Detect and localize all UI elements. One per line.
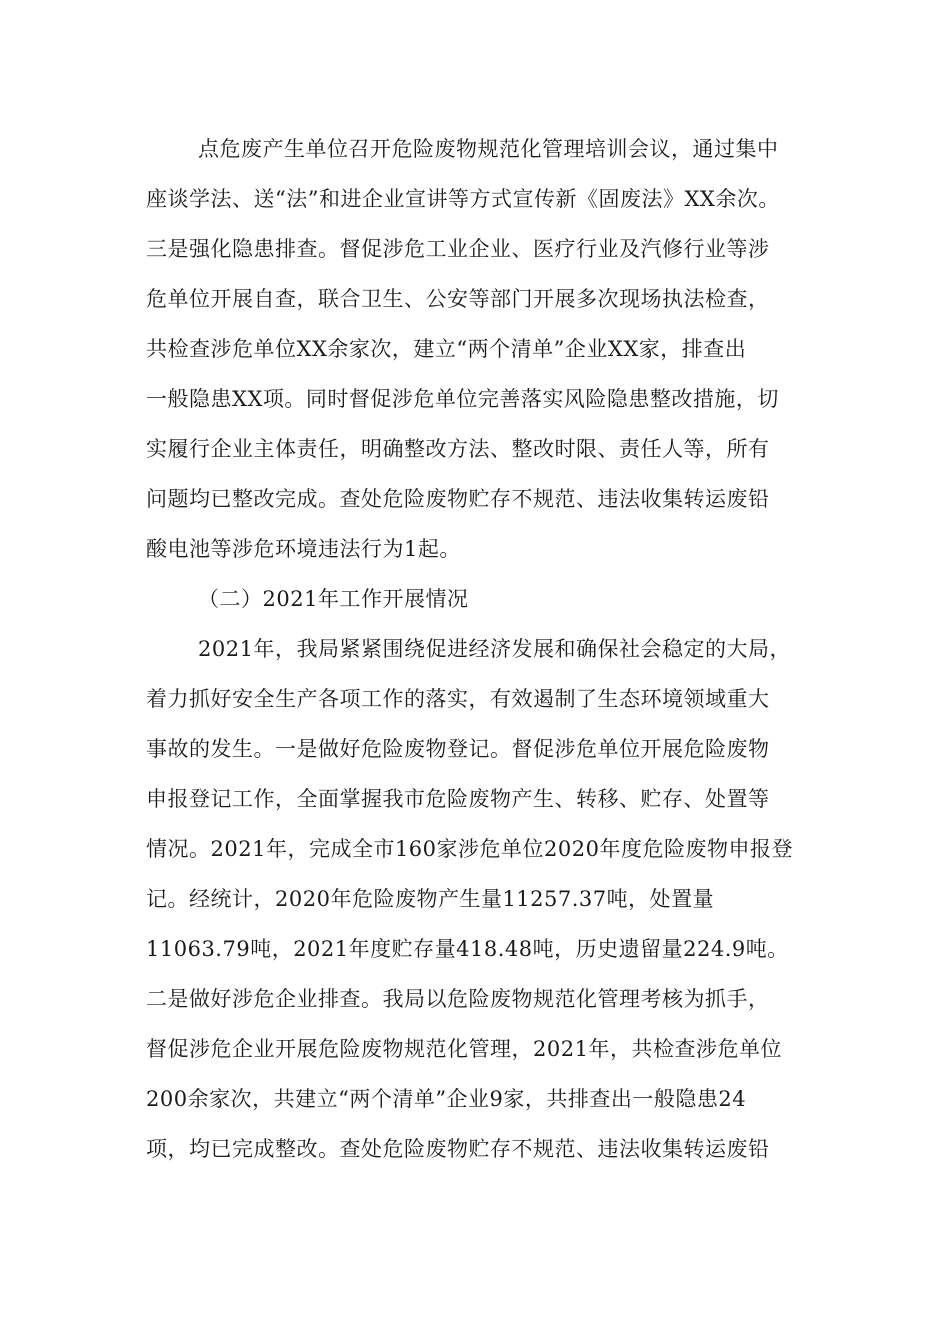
- text-line: 200余家次，共建立“两个清单”企业9家，共排查出一般隐患24: [146, 1087, 747, 1111]
- text-line: 危单位开展自查，联合卫生、公安等部门开展多次现场执法检查，: [146, 287, 770, 311]
- text-line: 情况。2021年，完成全市160家涉危单位2020年度危险废物申报登: [146, 837, 793, 861]
- section-heading: （二）2021年工作开展情况: [198, 587, 469, 611]
- text-line: 申报登记工作，全面掌握我市危险废物产生、转移、贮存、处置等: [146, 787, 770, 811]
- text-line: 问题均已整改完成。查处危险废物贮存不规范、违法收集转运废铅: [146, 487, 770, 511]
- text-line: 座谈学法、送“法”和进企业宣讲等方式宣传新《固废法》XX余次。: [146, 187, 780, 211]
- text-line: 一般隐患XX项。同时督促涉危单位完善落实风险隐患整改措施，切: [146, 387, 779, 411]
- text-line: 记。经统计，2020年危险废物产生量11257.37吨，处置量: [146, 887, 715, 911]
- text-line: 2021年，我局紧紧围绕促进经济发展和确保社会稳定的大局，: [198, 637, 791, 661]
- text-line: 实履行企业主体责任，明确整改方法、整改时限、责任人等，所有: [146, 437, 770, 461]
- text-line: 共检查涉危单位XX余家次，建立“两个清单”企业XX家，排查出: [146, 337, 747, 361]
- text-line: 二是做好涉危企业排查。我局以危险废物规范化管理考核为抓手，: [146, 987, 770, 1011]
- text-line: 项，均已完成整改。查处危险废物贮存不规范、违法收集转运废铅: [146, 1137, 770, 1161]
- text-line: 三是强化隐患排查。督促涉危工业企业、医疗行业及汽修行业等涉: [146, 237, 770, 261]
- text-line: 着力抓好安全生产各项工作的落实，有效遏制了生态环境领域重大: [146, 687, 770, 711]
- text-line: 督促涉危企业开展危险废物规范化管理，2021年，共检查涉危单位: [146, 1037, 782, 1061]
- text-line: 事故的发生。一是做好危险废物登记。督促涉危单位开展危险废物: [146, 737, 770, 761]
- text-line: 酸电池等涉危环境违法行为1起。: [146, 537, 461, 561]
- text-line: 点危废产生单位召开危险废物规范化管理培训会议，通过集中: [198, 137, 779, 161]
- text-line: 11063.79吨，2021年度贮存量418.48吨，历史遗留量224.9吨。: [146, 937, 789, 961]
